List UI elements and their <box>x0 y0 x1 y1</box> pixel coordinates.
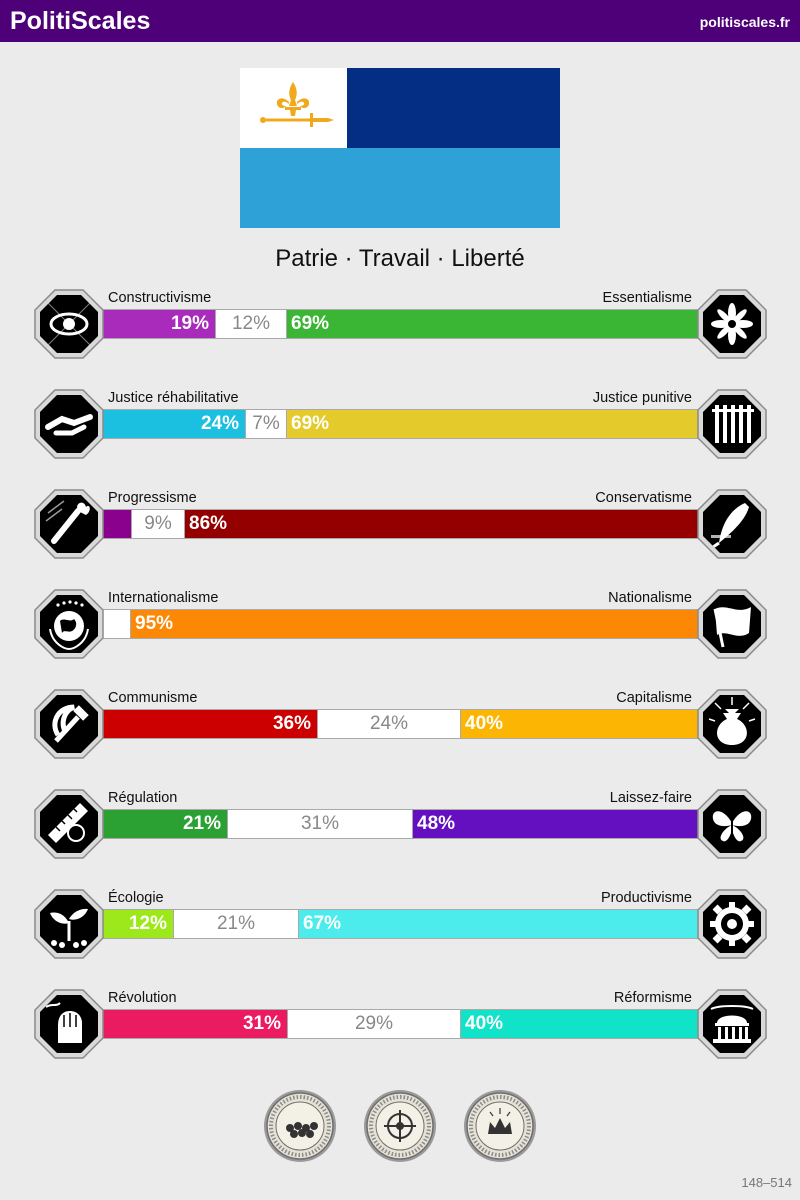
axis-right-label: Justice punitive <box>592 390 692 406</box>
flag <box>240 68 560 228</box>
right-segment-value: 40% <box>465 1013 504 1034</box>
axis-bar <box>100 809 700 839</box>
neutral-segment <box>227 810 413 838</box>
right-segment-value: 67% <box>303 913 342 934</box>
right-segment <box>413 810 701 838</box>
axis-left-label: Internationalisme <box>108 590 219 606</box>
neutral-segment-value: 24% <box>369 713 409 734</box>
flag-icon[interactable] <box>697 589 767 659</box>
ruler-icon[interactable] <box>34 789 104 859</box>
axis-bar <box>100 509 700 539</box>
right-segment <box>185 510 701 538</box>
quill-icon[interactable] <box>697 489 767 559</box>
neutral-segment-value: 7% <box>252 413 280 434</box>
badge-crown-icon <box>462 1088 538 1164</box>
globe-icon[interactable] <box>34 589 104 659</box>
axis-bar <box>100 1009 700 1039</box>
axis-right-label: Capitalisme <box>616 690 692 706</box>
badge-crowd-icon <box>262 1088 338 1164</box>
axis-row <box>0 689 800 769</box>
left-segment-value: 21% <box>182 813 221 834</box>
badge-compass-icon <box>362 1088 438 1164</box>
left-segment <box>101 310 215 338</box>
right-segment-value: 69% <box>291 313 330 334</box>
left-segment <box>101 810 227 838</box>
torch-icon[interactable] <box>34 489 104 559</box>
right-segment-value: 86% <box>189 513 228 534</box>
axis-right-label: Conservatisme <box>595 490 692 506</box>
neutral-segment <box>173 910 299 938</box>
parliament-icon[interactable] <box>697 989 767 1059</box>
result-code: 148–514 <box>741 1175 792 1190</box>
left-segment-value: 36% <box>272 713 311 734</box>
axis-right-label: Productivisme <box>600 890 692 906</box>
neutral-segment <box>131 510 185 538</box>
axis-row <box>0 389 800 469</box>
axis-bar <box>100 909 700 939</box>
brand-title[interactable]: PolitiScales <box>10 7 151 35</box>
left-segment <box>101 410 245 438</box>
neutral-segment-value: 31% <box>300 813 340 834</box>
badge-2[interactable] <box>362 1088 438 1164</box>
neutral-segment <box>287 1010 461 1038</box>
fist-icon[interactable] <box>34 989 104 1059</box>
money-bag-icon[interactable] <box>697 689 767 759</box>
right-segment <box>299 910 701 938</box>
axis-right-label: Réformisme <box>613 990 692 1006</box>
top-bar <box>0 0 800 42</box>
dna-flower-icon[interactable] <box>697 289 767 359</box>
right-segment-value: 69% <box>291 413 330 434</box>
axis-row <box>0 889 800 969</box>
left-segment-value: 12% <box>128 913 167 934</box>
left-segment <box>101 510 131 538</box>
left-segment-value: 24% <box>200 413 239 434</box>
left-segment-value: 19% <box>170 313 209 334</box>
site-link[interactable]: politiscales.fr <box>699 14 790 30</box>
axis-right-label: Nationalisme <box>608 590 692 606</box>
axis-row <box>0 989 800 1069</box>
handshake-icon[interactable] <box>34 389 104 459</box>
axis-left-label: Constructivisme <box>108 290 212 306</box>
axis-left-label: Communisme <box>108 690 198 706</box>
neutral-segment <box>101 610 131 638</box>
axis-left-label: Justice réhabilitative <box>108 390 239 406</box>
axis-right-label: Laissez-faire <box>609 790 692 806</box>
gear-icon[interactable] <box>697 889 767 959</box>
badge-3[interactable] <box>462 1088 538 1164</box>
badge-1[interactable] <box>262 1088 338 1164</box>
left-segment <box>101 1010 287 1038</box>
sprout-icon[interactable] <box>34 889 104 959</box>
right-segment <box>287 310 701 338</box>
axis-row <box>0 789 800 869</box>
axis-row <box>0 589 800 669</box>
neutral-segment <box>245 410 287 438</box>
right-segment <box>461 1010 701 1038</box>
axis-bar <box>100 709 700 739</box>
left-segment <box>101 710 317 738</box>
axis-left-label: Révolution <box>108 990 177 1006</box>
eye-icon[interactable] <box>34 289 104 359</box>
left-segment <box>101 910 173 938</box>
hammer-sickle-icon[interactable] <box>34 689 104 759</box>
axis-left-label: Progressisme <box>108 490 197 506</box>
motto: Patrie · Travail · Liberté <box>275 245 525 272</box>
axis-left-label: Régulation <box>108 790 178 806</box>
axis-bar <box>100 609 700 639</box>
neutral-segment-value: 12% <box>231 313 271 334</box>
axis-bar <box>100 309 700 339</box>
right-segment-value: 48% <box>417 813 456 834</box>
neutral-segment <box>317 710 461 738</box>
neutral-segment-value: 29% <box>354 1013 394 1034</box>
right-segment <box>287 410 701 438</box>
left-segment-value: 31% <box>242 1013 281 1034</box>
right-segment <box>461 710 701 738</box>
axis-row <box>0 289 800 369</box>
axis-row <box>0 489 800 569</box>
neutral-segment-value: 9% <box>144 513 172 534</box>
neutral-segment-value: 21% <box>216 913 256 934</box>
axis-right-label: Essentialisme <box>602 290 692 306</box>
right-segment <box>131 610 701 638</box>
butterfly-icon[interactable] <box>697 789 767 859</box>
neutral-segment <box>215 310 287 338</box>
axis-bar <box>100 409 700 439</box>
prison-bars-icon[interactable] <box>697 389 767 459</box>
axis-left-label: Écologie <box>108 890 164 906</box>
right-segment-value: 40% <box>465 713 504 734</box>
right-segment-value: 95% <box>135 613 174 634</box>
